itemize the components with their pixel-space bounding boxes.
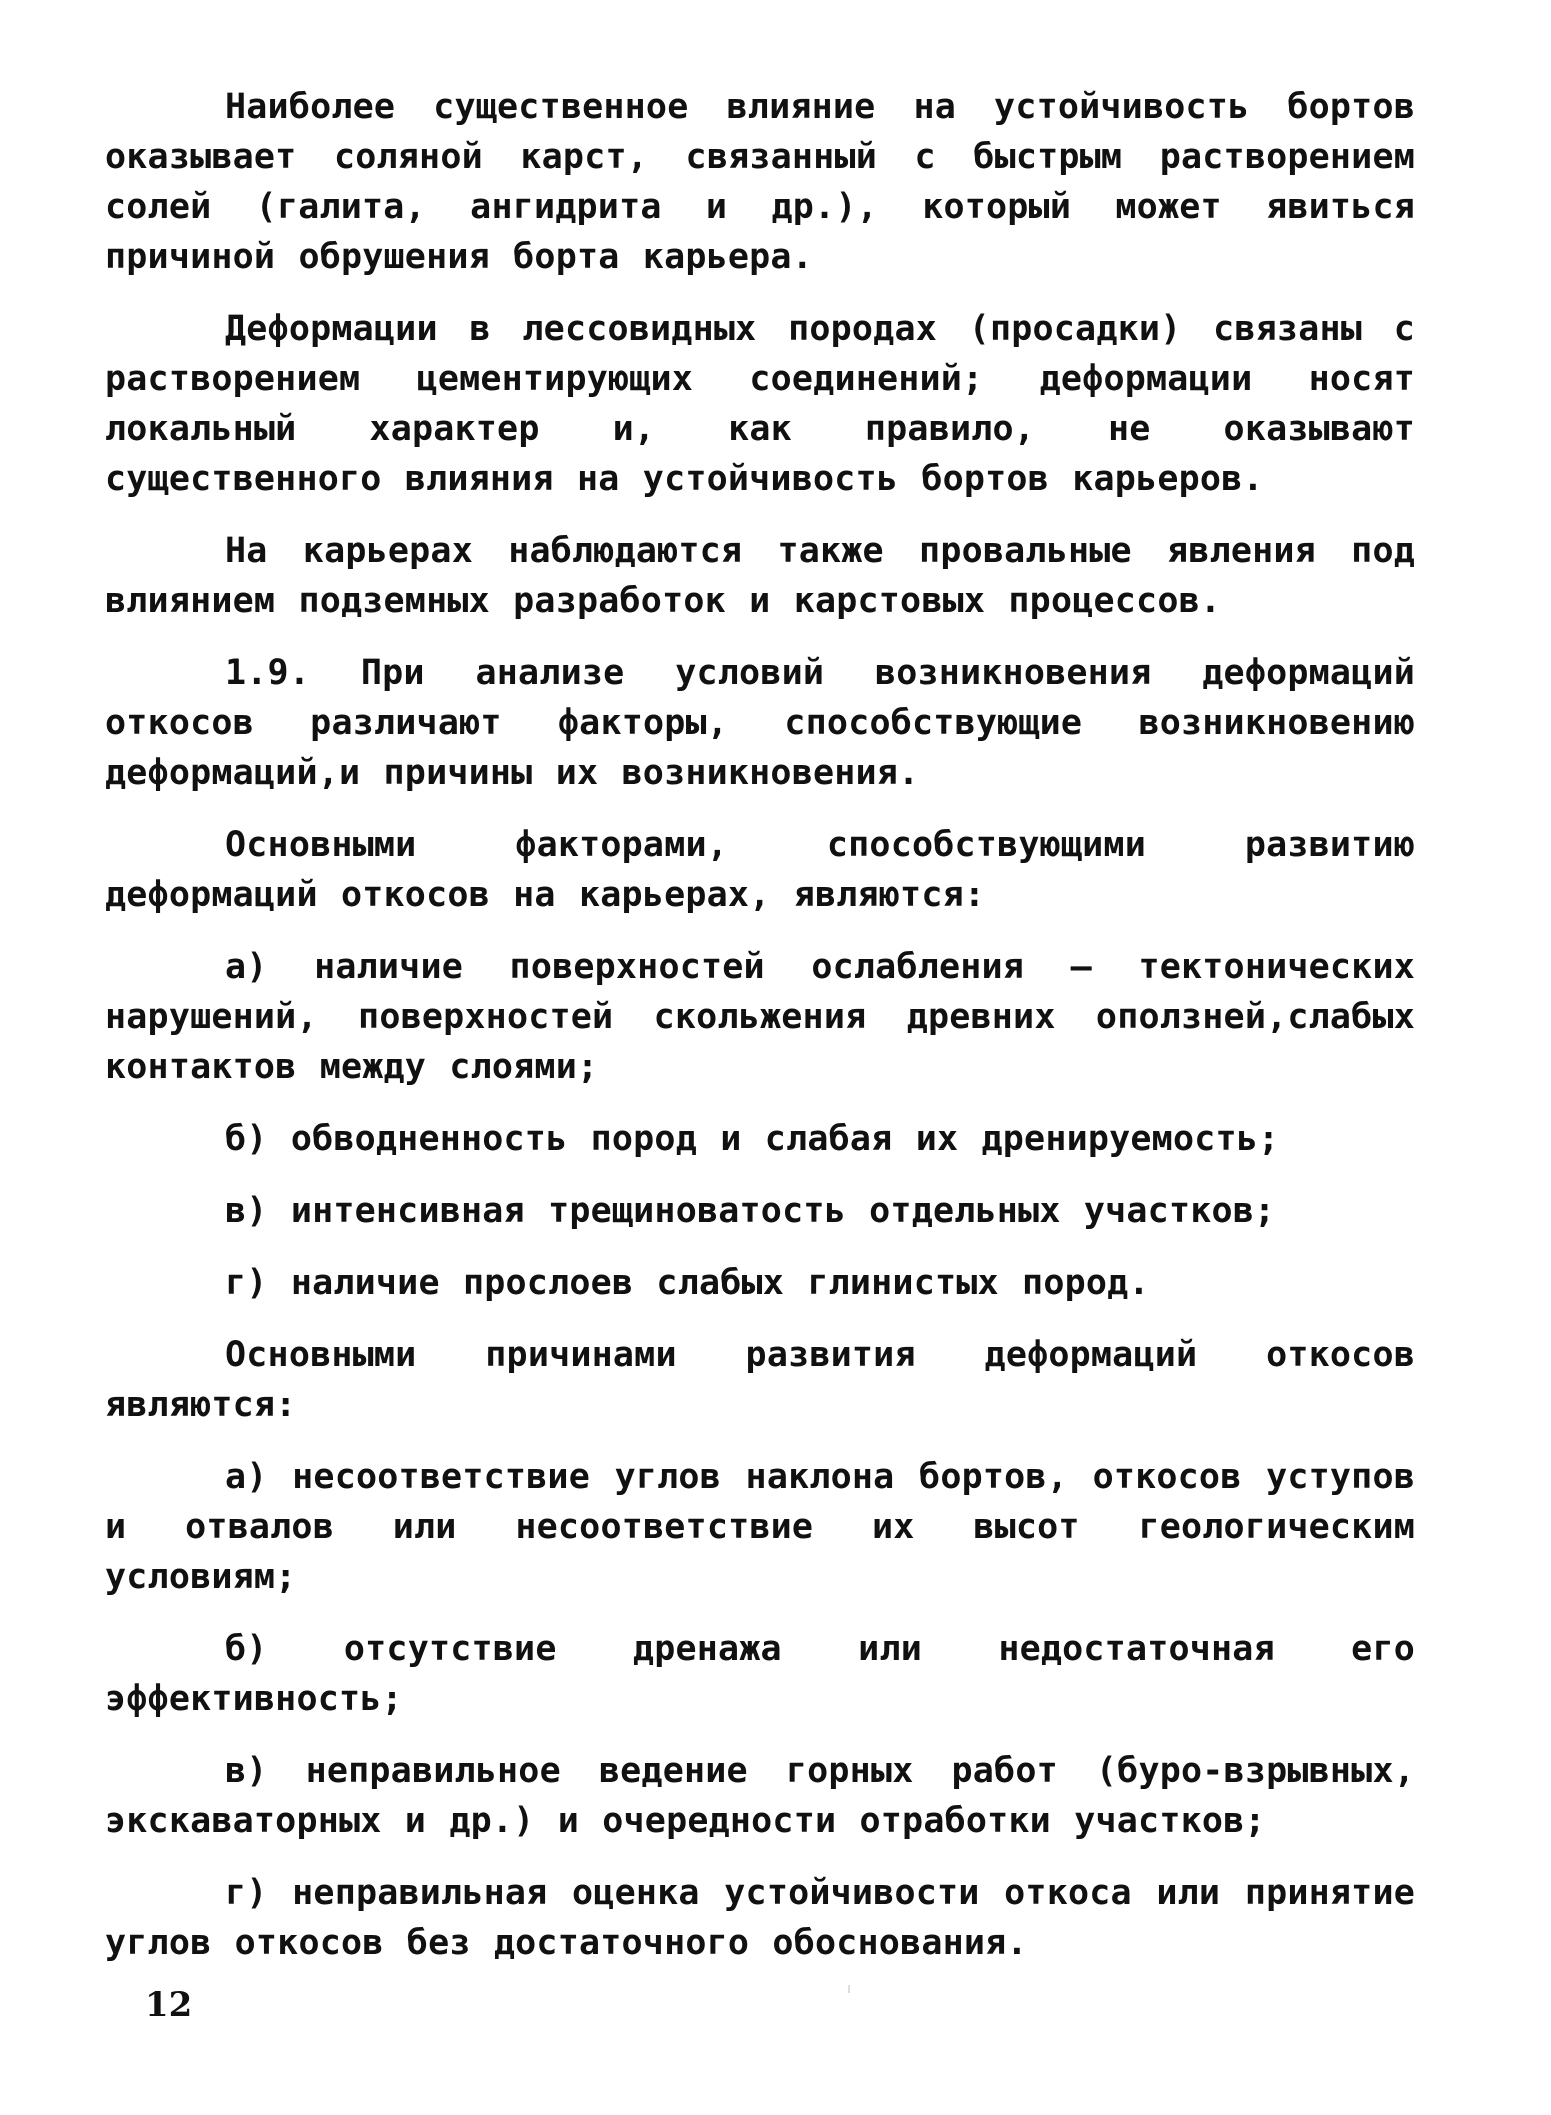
paragraph-salt-karst: Наиболее существенное влияние на устойчивость бортов оказывает соляной карст, связанный с быстрым растворением солей (галита, ангидрита и др.), который может явиться причиной обрушения борта карьера. [105,87,1415,277]
list-item-factor-c: в) интенсивная трещиноватость отдельных участков; [225,1191,1276,1231]
list-item-cause-c: в) неправильное ведение горных работ (буро-взрывных, экскаваторных и др.) и очередности отработки участков; [105,1751,1415,1841]
list-item-factor-b: б) обводненность пород и слабая их дренируемость; [225,1119,1280,1159]
body-text [105,82,1415,1990]
paragraph-sinkhole-phenomena: На карьерах наблюдаются также провальные явления под влиянием подземных разработок и карстовых процессов. [105,531,1415,621]
list-item-cause-d: г) неправильная оценка устойчивости откоса или принятие углов откосов без достаточного обоснования. [105,1873,1415,1963]
paragraph-section-1-9: 1.9. При анализе условий возникновения деформаций откосов различают факторы, способствующие возникновению деформаций,и причины их возникновения. [105,653,1415,793]
paragraph-loess-deformations: Деформации в лессовидных породах (просадки) связаны с растворением цементирующих соединений; деформации носят локальный характер и, как правило, не оказывают существенного влияния на устойчивость бортов карьеров. [105,309,1415,499]
scan-mark [848,1985,850,1993]
paragraph-causes-intro: Основными причинами развития деформаций откосов являются: [105,1335,1415,1425]
list-item-factor-a: а) наличие поверхностей ослабления – тектонических нарушений, поверхностей скольжения древних оползней,слабых контактов между слоями; [105,947,1415,1087]
list-item-factor-d: г) наличие прослоев слабых глинистых пород. [225,1263,1150,1303]
paragraph-factors-intro: Основными факторами, способствующими развитию деформаций откосов на карьерах, являются: [105,825,1415,915]
list-item-cause-a: а) несоответствие углов наклона бортов, откосов уступов и отвалов или несоответствие их высот геологическим условиям; [105,1457,1415,1597]
page-number: 12 [145,1985,193,2025]
list-item-cause-b: б) отсутствие дренажа или недостаточная его эффективность; [105,1629,1415,1719]
